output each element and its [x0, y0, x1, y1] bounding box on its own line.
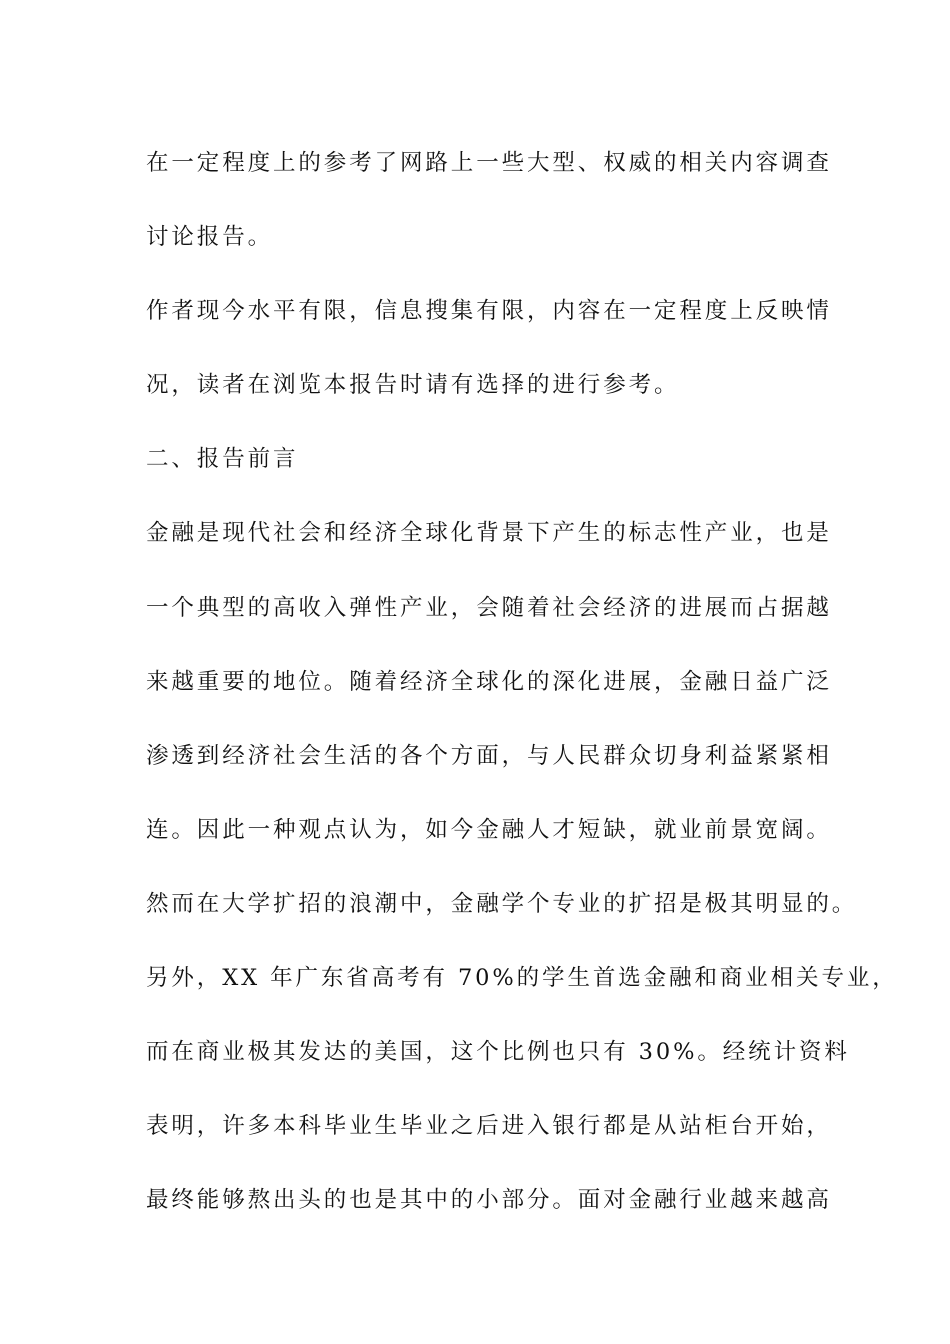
document-body [146, 126, 898, 1237]
text-line: 作者现今水平有限，信息搜集有限，内容在一定程度上反映情 [146, 298, 832, 325]
text-line: 最终能够熬出头的也是其中的小部分。面对金融行业越来越高 [146, 1187, 832, 1214]
text-line: 一个典型的高收入弹性产业，会随着社会经济的进展而占据越 [146, 594, 832, 621]
text-line: 来越重要的地位。随着经济全球化的深化进展，金融日益广泛 [146, 668, 832, 695]
text-line: 而在商业极其发达的美国，这个比例也只有 30%。经统计资料 [146, 1039, 850, 1066]
text-line: 在一定程度上的参考了网路上一些大型、权威的相关内容调查 [146, 150, 832, 176]
text-line: 表明，许多本科毕业生毕业之后进入银行都是从站柜台开始， [146, 1113, 832, 1140]
text-line: 况，读者在浏览本报告时请有选择的进行参考。 [146, 372, 680, 399]
text-line: 连。因此一种观点认为，如今金融人才短缺，就业前景宽阔。 [146, 816, 832, 843]
text-line: 另外，XX 年广东省高考有 70%的学生首选金融和商业相关专业， [146, 965, 898, 992]
section-heading: 二、报告前言 [146, 446, 299, 473]
text-line: 金融是现代社会和经济全球化背景下产生的标志性产业，也是 [146, 520, 832, 547]
text-line: 然而在大学扩招的浪潮中，金融学个专业的扩招是极其明显的。 [146, 890, 858, 917]
text-line: 讨论报告。 [146, 224, 274, 251]
text-line: 渗透到经济社会生活的各个方面，与人民群众切身利益紧紧相 [146, 742, 832, 769]
